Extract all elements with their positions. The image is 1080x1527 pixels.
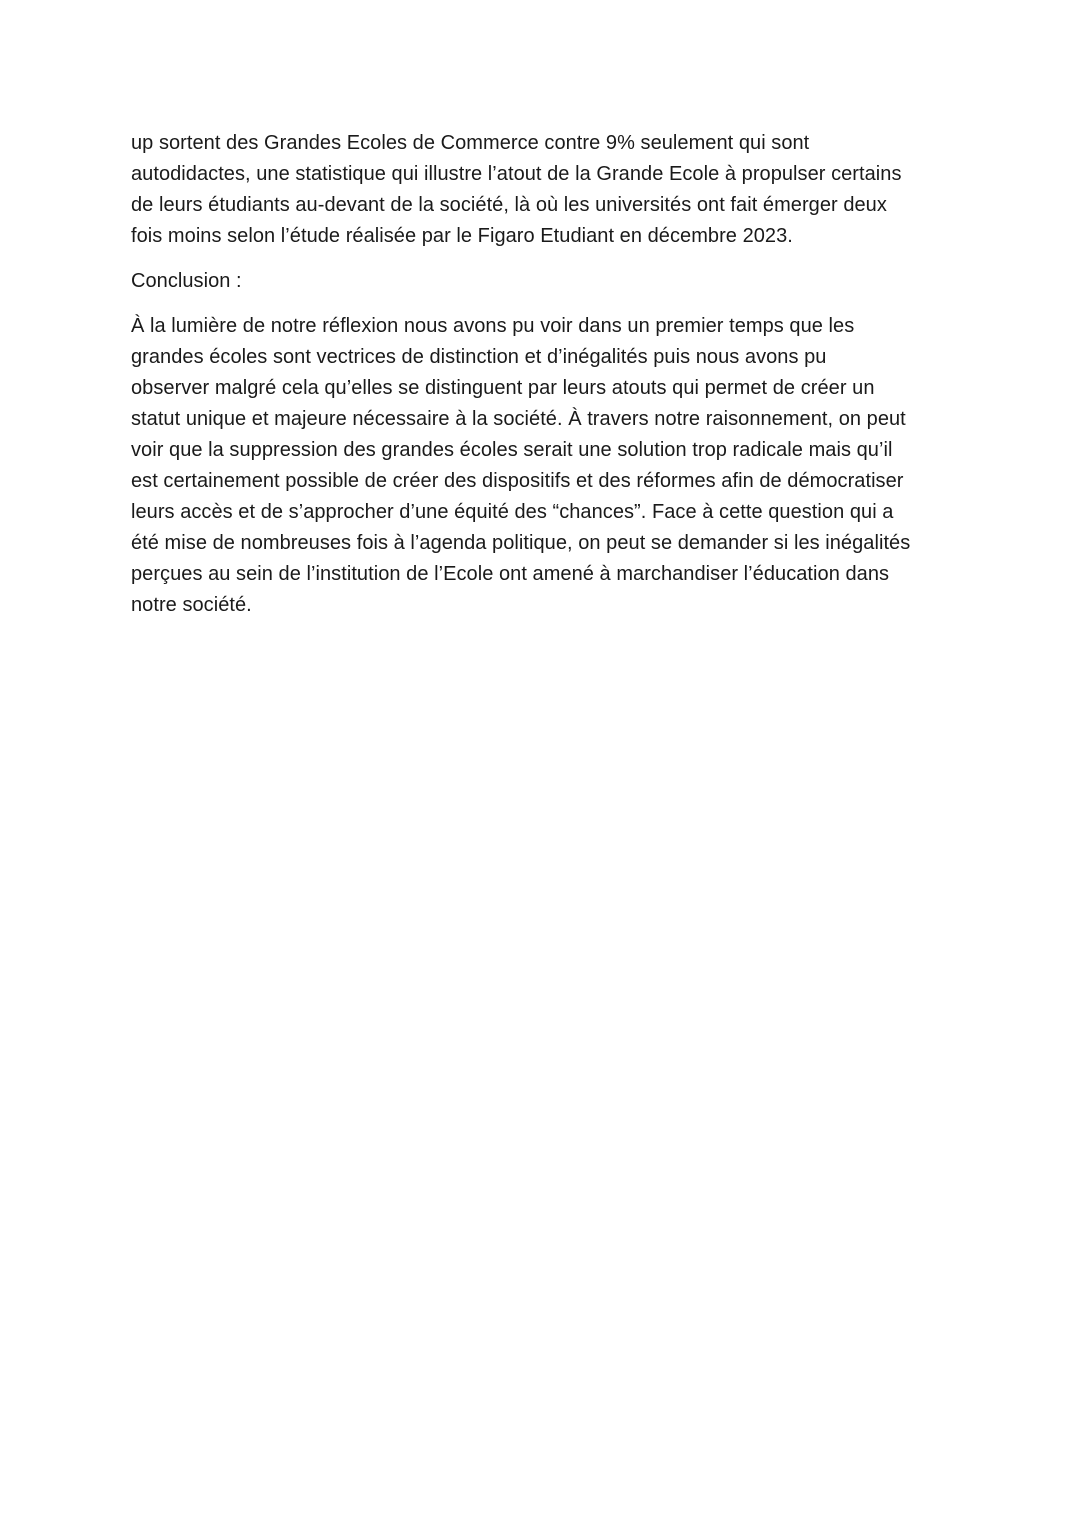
text-line: fois moins selon l’étude réalisée par le Figaro Etudiant en décembre 2023. bbox=[131, 225, 793, 247]
section-heading-conclusion bbox=[131, 266, 961, 297]
text-line: voir que la suppression des grandes écoles serait une solution trop radicale mais qu’il bbox=[131, 439, 893, 461]
text-line: grandes écoles sont vectrices de distinction et d’inégalités puis nous avons pu bbox=[131, 346, 827, 368]
text-line: notre société. bbox=[131, 594, 252, 616]
paragraph-statistics bbox=[131, 128, 961, 252]
document-body bbox=[131, 128, 961, 621]
paragraph-conclusion bbox=[131, 311, 961, 621]
text-line: de leurs étudiants au-devant de la société, là où les universités ont fait émerger deux bbox=[131, 194, 887, 216]
text-line: été mise de nombreuses fois à l’agenda politique, on peut se demander si les inégalités bbox=[131, 532, 911, 554]
text-line: À la lumière de notre réflexion nous avons pu voir dans un premier temps que les bbox=[131, 315, 855, 337]
text-line: leurs accès et de s’approcher d’une équité des “chances”. Face à cette question qui a bbox=[131, 501, 894, 523]
text-line: autodidactes, une statistique qui illustre l’atout de la Grande Ecole à propulser certains bbox=[131, 163, 902, 185]
heading-text: Conclusion : bbox=[131, 270, 242, 292]
text-line: perçues au sein de l’institution de l’Ecole ont amené à marchandiser l’éducation dans bbox=[131, 563, 890, 585]
text-line: est certainement possible de créer des dispositifs et des réformes afin de démocratiser bbox=[131, 470, 904, 492]
text-line: up sortent des Grandes Ecoles de Commerce contre 9% seulement qui sont bbox=[131, 132, 810, 154]
text-line: statut unique et majeure nécessaire à la société. À travers notre raisonnement, on peut bbox=[131, 408, 906, 430]
text-line: observer malgré cela qu’elles se distinguent par leurs atouts qui permet de créer un bbox=[131, 377, 875, 399]
